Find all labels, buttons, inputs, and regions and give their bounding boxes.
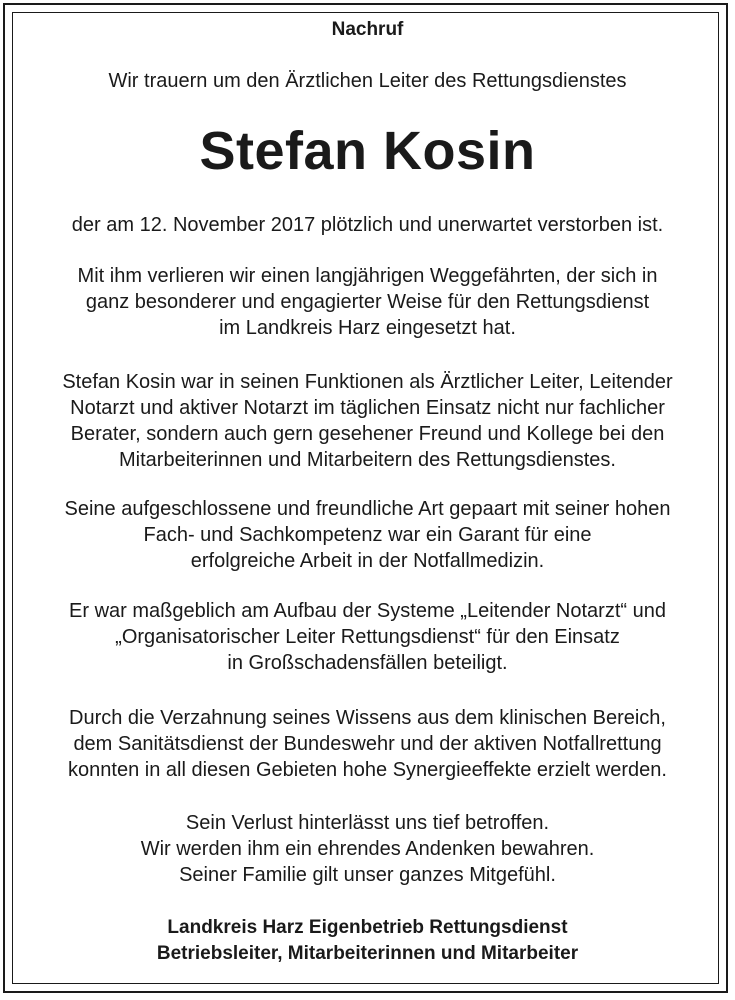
paragraph-1-line-2: ganz besonderer und engagierter Weise für den Rettungsdienst	[85, 291, 650, 313]
paragraph-1-line-1: Mit ihm verlieren wir einen langjährigen Weggefährten, der sich in	[77, 265, 658, 287]
paragraph-5-line-3: konnten in all diesen Gebieten hohe Synergieeffekte erzielt werden.	[68, 759, 667, 781]
paragraph-3-line-2: Fach- und Sachkompetenz war ein Garant für eine	[143, 524, 592, 546]
paragraph-3-line-3: erfolgreiche Arbeit in der Notfallmedizin.	[190, 550, 545, 572]
paragraph-4-line-1: Er war maßgeblich am Aufbau der Systeme „Leitender Notarzt“ und	[69, 600, 666, 622]
paragraph-1-line-3: im Landkreis Harz eingesetzt hat.	[219, 317, 516, 339]
paragraph-6-line-2: Wir werden ihm ein ehrendes Andenken bewahren.	[140, 838, 595, 860]
paragraph-3-line-1: Seine aufgeschlossene und freundliche Art gepaart mit seiner hohen	[64, 498, 671, 520]
paragraph-4-line-3: in Großschadensfällen beteiligt.	[227, 652, 508, 674]
paragraph-6-line-3: Seiner Familie gilt unser ganzes Mitgefühl.	[179, 864, 556, 886]
paragraph-2-line-3: Berater, sondern auch gern gesehener Freund und Kollege bei den	[70, 423, 665, 445]
paragraph-2-line-1: Stefan Kosin war in seinen Funktionen als Ärztlicher Leiter, Leitender	[62, 371, 673, 393]
signature-line-2: Betriebsleiter, Mitarbeiterinnen und Mitarbeiter	[156, 943, 579, 964]
date-line: der am 12. November 2017 plötzlich und unerwartet verstorben ist.	[71, 214, 664, 236]
paragraph-2-line-2: Notarzt und aktiver Notarzt im täglichen Einsatz nicht nur fachlicher	[70, 397, 665, 419]
deceased-name: Stefan Kosin	[199, 121, 536, 181]
paragraph-6-line-1: Sein Verlust hinterlässt uns tief betroffen.	[185, 812, 550, 834]
paragraph-4-line-2: „Organisatorischer Leiter Rettungsdienst“ für den Einsatz	[115, 626, 620, 648]
paragraph-2-line-4: Mitarbeiterinnen und Mitarbeitern des Rettungsdienstes.	[119, 449, 616, 471]
paragraph-5-line-1: Durch die Verzahnung seines Wissens aus dem klinischen Bereich,	[69, 707, 666, 729]
signature-line-1: Landkreis Harz Eigenbetrieb Rettungsdienst	[167, 917, 568, 938]
paragraph-5-line-2: dem Sanitätsdienst der Bundeswehr und der aktiven Notfallrettung	[73, 733, 662, 755]
intro-line: Wir trauern um den Ärztlichen Leiter des Rettungsdienstes	[108, 70, 627, 92]
notice-heading: Nachruf	[331, 19, 404, 40]
